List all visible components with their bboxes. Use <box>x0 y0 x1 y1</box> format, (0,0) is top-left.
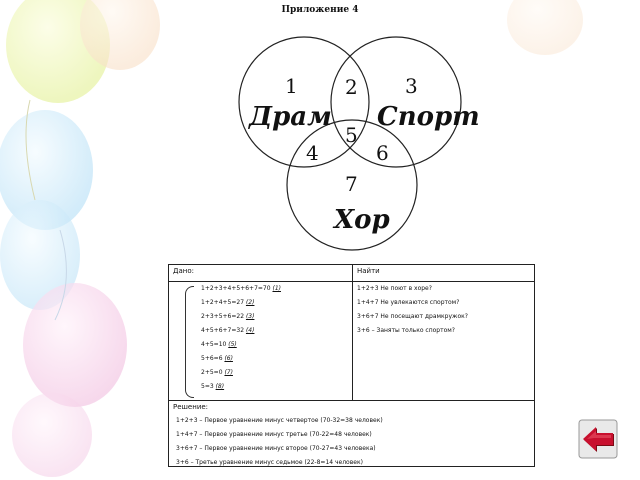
find-item: 1+2+3 Не поют в хоре? <box>357 285 432 292</box>
arrow-left-icon <box>579 420 617 458</box>
solution-section <box>169 400 534 467</box>
region-2: 2 <box>345 75 358 99</box>
page-title: Приложение 4 <box>281 5 359 15</box>
find-item: 3+6 – Заняты только спортом? <box>357 327 455 334</box>
find-item: 1+4+7 Не увлекаются спортом? <box>357 299 460 306</box>
back-arrow-button[interactable] <box>578 419 618 459</box>
equation-row: 2+5=0 (7) <box>201 369 233 376</box>
system-brace <box>185 286 194 398</box>
equation-row: 4+5+6+7=32 (4) <box>201 327 255 334</box>
given-cell <box>169 282 352 400</box>
solution-table <box>168 264 535 467</box>
choir-label: Хор <box>334 205 390 235</box>
region-5: 5 <box>345 123 358 147</box>
equation-row: 2+3+5+6=22 (3) <box>201 313 255 320</box>
sport-label: Спорт <box>377 102 480 132</box>
solution-title: Решение: <box>173 403 209 411</box>
find-cell <box>353 282 535 400</box>
find-header: Найти <box>357 267 380 275</box>
solution-line: 3+6 – Третье уравнение минус седьмое (22-8=14 человек) <box>176 459 363 466</box>
region-6: 6 <box>376 141 389 165</box>
region-1: 1 <box>285 74 298 98</box>
drama-label: Драм <box>249 102 332 132</box>
region-7: 7 <box>345 172 358 196</box>
equation-row: 5+6=6 (6) <box>201 355 233 362</box>
equation-row: 1+2+4+5=27 (2) <box>201 299 255 306</box>
given-header: Дано: <box>173 267 194 275</box>
solution-line: 3+6+7 – Первое уравнение минус второе (70-27=43 человека) <box>176 445 376 452</box>
region-4: 4 <box>306 141 319 165</box>
solution-line: 1+2+3 – Первое уравнение минус четвертое (70-32=38 человек) <box>176 417 383 424</box>
equation-row: 5=3 (8) <box>201 383 225 390</box>
venn-diagram <box>225 20 485 260</box>
find-item: 3+6+7 Не посещают драмкружок? <box>357 313 468 320</box>
region-3: 3 <box>405 74 418 98</box>
solution-line: 1+4+7 – Первое уравнение минус третье (70-22=48 человек) <box>176 431 372 438</box>
equation-row: 4+5=10 (5) <box>201 341 237 348</box>
equation-row: 1+2+3+4+5+6+7=70 (1) <box>201 285 281 292</box>
